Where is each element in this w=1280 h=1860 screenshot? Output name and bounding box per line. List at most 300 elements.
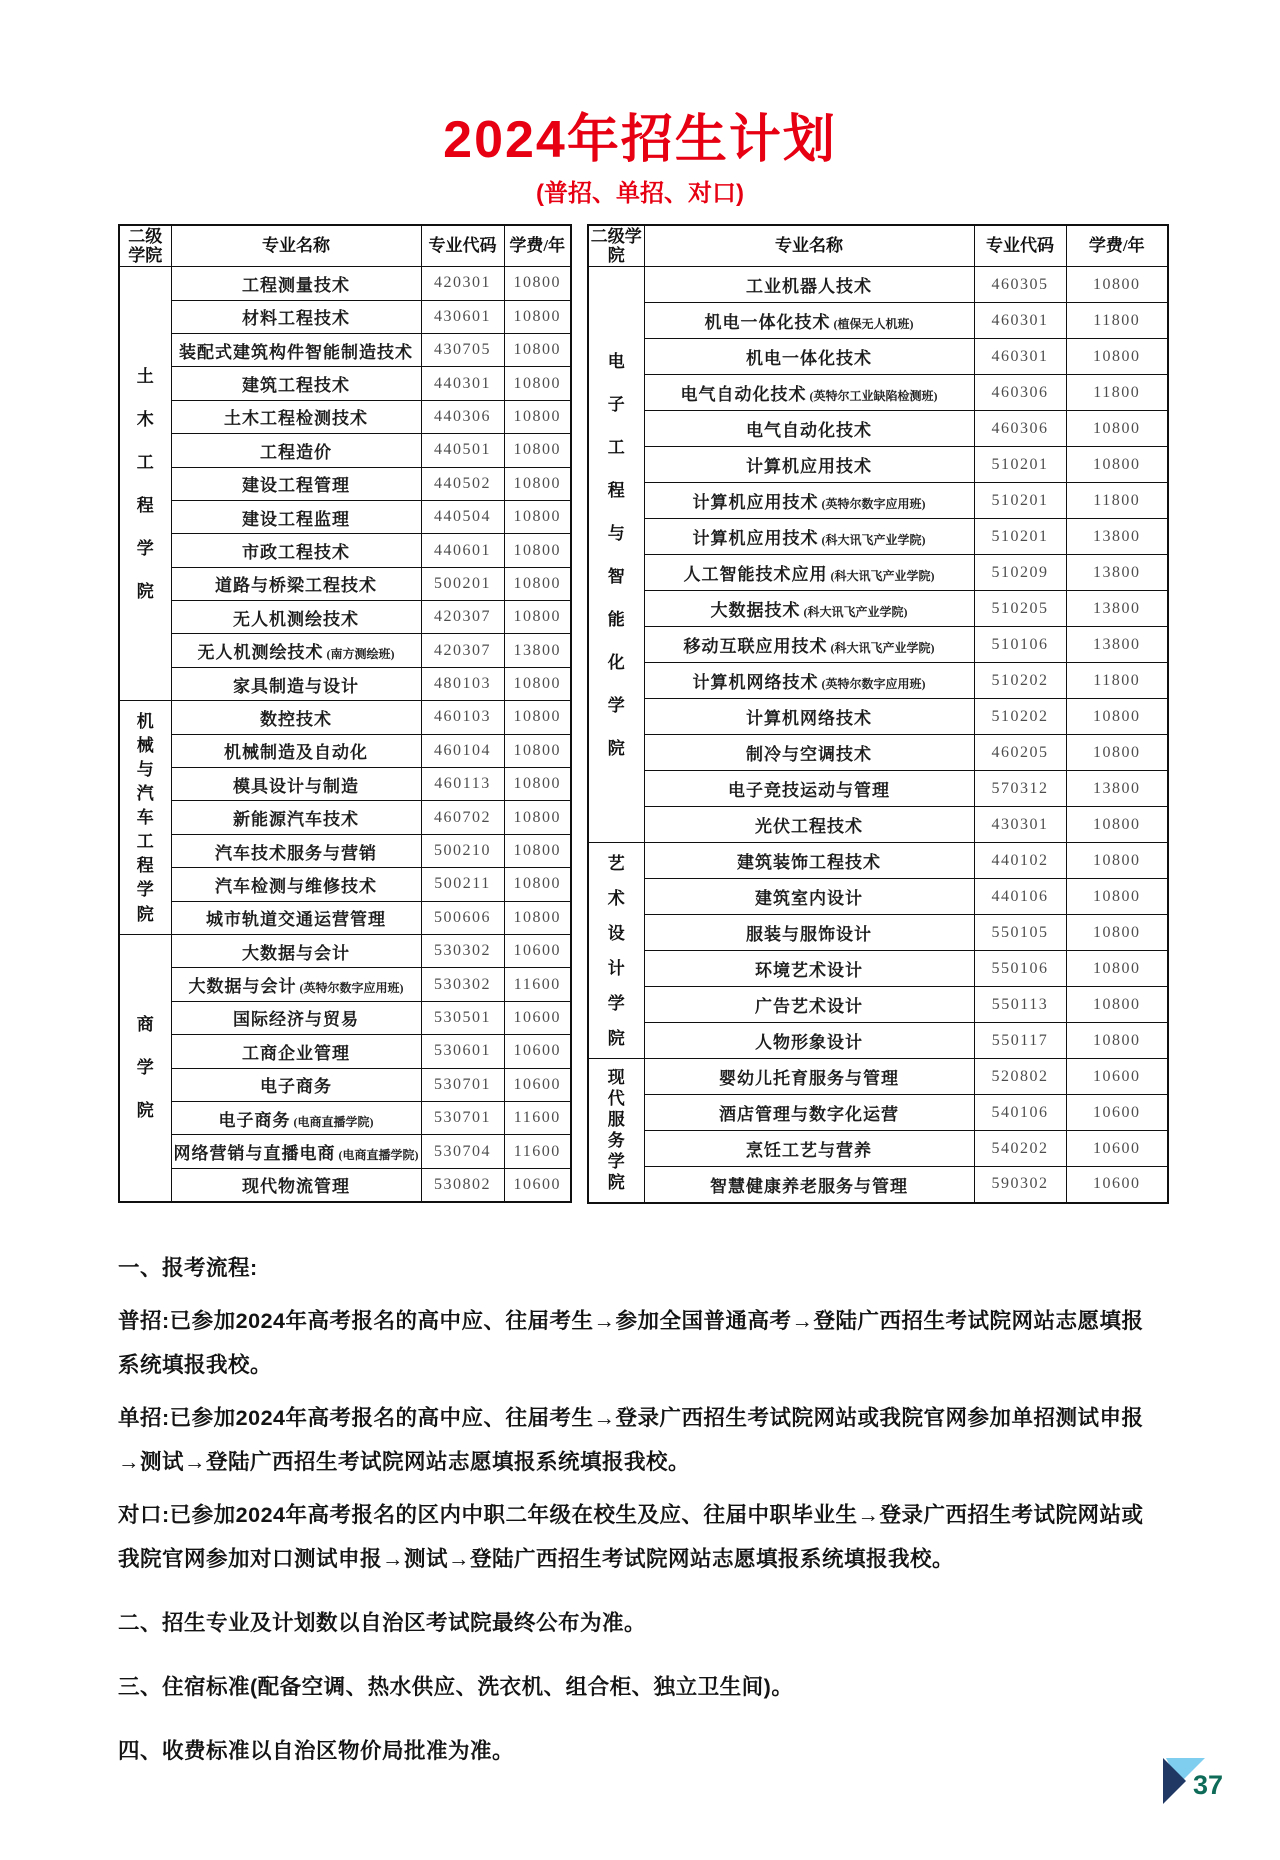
major-row	[588, 1023, 1168, 1059]
major-name-cell	[171, 434, 421, 467]
major-code: 590302	[974, 1167, 1066, 1203]
major-name-cell	[171, 467, 421, 500]
major-name: 计算机网络技术	[746, 709, 872, 729]
major-name: 市政工程技术	[242, 543, 350, 562]
tuition-fee: 13800	[1066, 591, 1168, 627]
major-name-cell	[644, 339, 974, 375]
tuition-fee: 10800	[504, 834, 571, 867]
major-row	[588, 375, 1168, 411]
tuition-fee: 11600	[504, 1135, 571, 1168]
major-name-cell	[644, 663, 974, 699]
major-row	[588, 699, 1168, 735]
major-row	[119, 768, 571, 801]
major-name: 工程测量技术	[242, 275, 350, 295]
major-row	[119, 1168, 571, 1201]
major-name: 土木工程检测技术	[224, 409, 368, 429]
tuition-fee: 10800	[504, 467, 571, 500]
major-name: 大数据与会计	[188, 977, 297, 997]
major-name: 计算机应用技术	[746, 457, 872, 477]
major-code: 550106	[974, 951, 1066, 987]
major-name: 制冷与空调技术	[746, 745, 872, 765]
tuition-fee: 10600	[504, 1001, 571, 1034]
major-note: (科大讯飞产业学院)	[821, 533, 926, 548]
major-code: 500201	[421, 567, 504, 600]
tuition-fee: 10600	[504, 935, 571, 968]
tuition-fee: 13800	[504, 634, 571, 667]
major-name-cell	[171, 935, 421, 968]
major-name-cell	[171, 601, 421, 634]
major-row	[119, 333, 571, 366]
major-name-cell	[171, 1135, 421, 1168]
major-name: 新能源汽车技术	[233, 810, 359, 830]
tuition-fee: 10800	[1066, 807, 1168, 843]
college-name: 现 代 服 务 学 院	[588, 1059, 644, 1203]
major-row	[588, 267, 1168, 303]
major-name: 国际经济与贸易	[233, 1010, 359, 1030]
major-row	[588, 1167, 1168, 1203]
major-name: 现代物流管理	[242, 1177, 350, 1197]
note-line: 一、报考流程:	[118, 1255, 258, 1280]
major-code: 550105	[974, 915, 1066, 951]
tuition-fee: 11800	[1066, 663, 1168, 699]
major-note: (电商直播学院)	[338, 1148, 419, 1163]
major-name-cell	[171, 968, 421, 1001]
major-name-cell	[644, 699, 974, 735]
tuition-fee: 13800	[1066, 555, 1168, 591]
major-name: 汽车技术服务与营销	[215, 843, 377, 863]
major-code: 510106	[974, 627, 1066, 663]
major-code: 420307	[421, 601, 504, 634]
enrollment-tables	[118, 224, 1280, 1204]
major-row	[588, 1095, 1168, 1131]
header-major-name: 专业名称	[644, 225, 974, 267]
major-code: 510205	[974, 591, 1066, 627]
header-tuition: 学费/年	[504, 225, 571, 267]
major-row	[588, 483, 1168, 519]
major-row	[588, 843, 1168, 879]
page-footer	[1163, 1758, 1223, 1808]
major-row	[588, 519, 1168, 555]
major-code: 510201	[974, 483, 1066, 519]
tuition-fee: 10800	[504, 567, 571, 600]
major-row	[588, 555, 1168, 591]
tuition-fee: 10600	[1066, 1059, 1168, 1095]
major-row	[119, 1001, 571, 1034]
major-name: 汽车检测与维修技术	[215, 876, 377, 896]
major-code: 460306	[974, 411, 1066, 447]
major-name-cell	[644, 1059, 974, 1095]
major-name-cell	[171, 1035, 421, 1068]
major-name-cell	[644, 1023, 974, 1059]
major-name-cell	[171, 634, 421, 667]
major-name: 大数据与会计	[242, 943, 350, 963]
college-name: 艺 术 设 计 学 院	[588, 843, 644, 1059]
major-code: 440601	[421, 534, 504, 567]
major-name: 建设工程管理	[242, 476, 350, 496]
note-line: 对口:已参加2024年高考报名的区内中职二年级在校生及应、往届中职毕业生→登录广西招生考试院网站或我院官网参加对口测试申报→测试→登陆广西招生考试院网站志愿填报系统填报我校。	[118, 1503, 1144, 1572]
major-name: 材料工程技术	[242, 309, 350, 329]
major-code: 540202	[974, 1131, 1066, 1167]
major-name-cell	[171, 567, 421, 600]
major-name-cell	[171, 734, 421, 767]
tuition-fee: 10800	[504, 267, 571, 300]
notes-section	[118, 1246, 1162, 1774]
major-code: 460301	[974, 339, 1066, 375]
major-name-cell	[171, 400, 421, 433]
major-code: 500606	[421, 901, 504, 934]
major-name: 城市轨道交通运营管理	[206, 910, 386, 930]
major-name: 网络营销与直播电商	[173, 1144, 336, 1164]
major-name: 建设工程监理	[242, 509, 350, 529]
major-name: 数控技术	[260, 709, 332, 729]
major-name-cell	[644, 411, 974, 447]
college-name: 机 械 与 汽 车 工 程 学 院	[119, 701, 171, 935]
page-subtitle: (普招、单招、对口)	[536, 180, 744, 208]
major-row	[588, 411, 1168, 447]
header-tuition: 学费/年	[1066, 225, 1168, 267]
tuition-fee: 10800	[1066, 951, 1168, 987]
tuition-fee: 10800	[504, 500, 571, 533]
major-name-cell	[171, 1101, 421, 1134]
tuition-fee: 10800	[1066, 879, 1168, 915]
major-name-cell	[644, 987, 974, 1023]
major-name: 计算机应用技术	[692, 529, 819, 549]
major-name: 装配式建筑构件智能制造技术	[179, 342, 413, 362]
major-name-cell	[644, 807, 974, 843]
major-row	[119, 868, 571, 901]
major-name-cell	[644, 483, 974, 519]
tuition-fee: 10600	[504, 1168, 571, 1201]
tuition-fee: 10800	[504, 868, 571, 901]
major-code: 440502	[421, 467, 504, 500]
header-college: 二级学院	[588, 225, 644, 267]
tuition-fee: 13800	[1066, 627, 1168, 663]
major-note: (南方测绘班)	[326, 647, 395, 662]
major-code: 420301	[421, 267, 504, 300]
tuition-fee: 13800	[1066, 519, 1168, 555]
major-code: 430705	[421, 333, 504, 366]
major-name: 建筑室内设计	[755, 889, 863, 909]
major-code: 460306	[974, 375, 1066, 411]
tuition-fee: 13800	[1066, 771, 1168, 807]
major-name-cell	[644, 519, 974, 555]
major-row	[588, 951, 1168, 987]
major-name: 电子商务	[218, 1110, 291, 1130]
major-code: 510201	[974, 519, 1066, 555]
tuition-fee: 10600	[1066, 1095, 1168, 1131]
major-code: 530302	[421, 968, 504, 1001]
major-code: 480103	[421, 667, 504, 700]
major-code: 460103	[421, 701, 504, 734]
major-name: 计算机网络技术	[692, 673, 819, 693]
major-name: 环境艺术设计	[755, 961, 863, 981]
major-name: 机电一体化技术	[704, 313, 831, 333]
major-name: 烹饪工艺与营养	[746, 1141, 872, 1161]
major-row	[588, 591, 1168, 627]
major-row	[119, 500, 571, 533]
major-name-cell	[171, 868, 421, 901]
major-code: 550113	[974, 987, 1066, 1023]
tuition-fee: 10600	[504, 1035, 571, 1068]
major-name-cell	[171, 1168, 421, 1201]
major-name: 光伏工程技术	[755, 817, 863, 837]
major-row	[588, 735, 1168, 771]
major-name: 无人机测绘技术	[233, 609, 359, 629]
major-row	[588, 915, 1168, 951]
major-row	[119, 1135, 571, 1168]
major-row	[119, 567, 571, 600]
major-code: 500211	[421, 868, 504, 901]
tuition-fee: 10800	[504, 667, 571, 700]
major-code: 460305	[974, 267, 1066, 303]
major-name-cell	[644, 627, 974, 663]
major-code: 530601	[421, 1035, 504, 1068]
major-name: 建筑装饰工程技术	[737, 853, 881, 873]
tuition-fee: 11800	[1066, 303, 1168, 339]
major-row	[119, 1068, 571, 1101]
major-name-cell	[644, 1131, 974, 1167]
tuition-fee: 10800	[504, 367, 571, 400]
major-row	[119, 300, 571, 333]
major-name: 婴幼儿托育服务与管理	[719, 1069, 899, 1089]
major-code: 460205	[974, 735, 1066, 771]
major-code: 460104	[421, 734, 504, 767]
major-code: 460113	[421, 768, 504, 801]
major-name-cell	[171, 901, 421, 934]
major-note: (英特尔数字应用班)	[821, 497, 926, 512]
major-note: (科大讯飞产业学院)	[830, 569, 935, 584]
tuition-fee: 10800	[504, 734, 571, 767]
header-major-name: 专业名称	[171, 225, 421, 267]
major-name: 移动互联应用技术	[683, 637, 828, 657]
major-row	[119, 834, 571, 867]
major-row	[588, 303, 1168, 339]
tuition-fee: 10800	[1066, 987, 1168, 1023]
major-row	[119, 534, 571, 567]
major-code: 550117	[974, 1023, 1066, 1059]
major-code: 530704	[421, 1135, 504, 1168]
note-line: 三、住宿标准(配备空调、热水供应、洗衣机、组合柜、独立卫生间)。	[118, 1675, 794, 1700]
major-code: 530802	[421, 1168, 504, 1201]
enrollment-table-left	[118, 224, 572, 1202]
major-name-cell	[644, 267, 974, 303]
tuition-fee: 10800	[1066, 735, 1168, 771]
tuition-fee: 10800	[504, 300, 571, 333]
header-major-code: 专业代码	[974, 225, 1066, 267]
major-name: 智慧健康养老服务与管理	[710, 1176, 908, 1196]
major-name-cell	[644, 555, 974, 591]
tuition-fee: 10800	[504, 434, 571, 467]
major-code: 530302	[421, 935, 504, 968]
header-major-code: 专业代码	[421, 225, 504, 267]
major-code: 530701	[421, 1068, 504, 1101]
major-code: 430601	[421, 300, 504, 333]
major-name-cell	[644, 951, 974, 987]
major-name-cell	[171, 267, 421, 300]
tuition-fee: 11800	[1066, 375, 1168, 411]
major-name-cell	[171, 701, 421, 734]
major-code: 510209	[974, 555, 1066, 591]
major-name-cell	[171, 534, 421, 567]
tuition-fee: 10800	[1066, 267, 1168, 303]
header-college: 二级学院	[119, 225, 171, 267]
tuition-fee: 10600	[1066, 1167, 1168, 1203]
major-name: 电气自动化技术	[746, 421, 872, 441]
major-row	[119, 467, 571, 500]
major-name: 机电一体化技术	[746, 349, 872, 369]
tuition-fee: 10800	[1066, 411, 1168, 447]
major-name: 机械制造及自动化	[224, 743, 368, 763]
major-note: (英特尔工业缺陷检测班)	[809, 389, 938, 404]
major-code: 540106	[974, 1095, 1066, 1131]
major-row	[588, 663, 1168, 699]
major-row	[119, 968, 571, 1001]
major-name-cell	[171, 1068, 421, 1101]
tuition-fee: 10800	[504, 701, 571, 734]
major-code: 520802	[974, 1059, 1066, 1095]
major-code: 500210	[421, 834, 504, 867]
major-name-cell	[644, 915, 974, 951]
college-name: 电 子 工 程 与 智 能 化 学 院	[588, 267, 644, 843]
major-code: 460301	[974, 303, 1066, 339]
major-name: 人物形象设计	[755, 1033, 863, 1053]
major-note: (植保无人机班)	[833, 317, 914, 332]
major-code: 570312	[974, 771, 1066, 807]
major-row	[119, 1101, 571, 1134]
major-note: (电商直播学院)	[293, 1114, 374, 1129]
note-line: 普招:已参加2024年高考报名的高中应、往届考生→参加全国普通高考→登陆广西招生考试院网站志愿填报系统填报我校。	[118, 1308, 1144, 1377]
tuition-fee: 10800	[1066, 915, 1168, 951]
major-row	[119, 701, 571, 734]
major-row	[588, 339, 1168, 375]
major-name: 广告艺术设计	[755, 997, 863, 1017]
table-header-row	[588, 225, 1168, 267]
enrollment-table-right	[587, 224, 1169, 1204]
major-row	[119, 267, 571, 300]
note-line: 二、招生专业及计划数以自治区考试院最终公布为准。	[118, 1611, 647, 1636]
major-code: 510202	[974, 663, 1066, 699]
note-line: 四、收费标准以自治区物价局批准为准。	[118, 1739, 515, 1764]
major-row	[119, 601, 571, 634]
major-row	[119, 801, 571, 834]
major-name: 大数据技术	[710, 601, 801, 621]
major-row	[588, 447, 1168, 483]
college-name: 土 木 工 程 学 院	[119, 267, 171, 701]
major-name-cell	[171, 834, 421, 867]
major-row	[119, 667, 571, 700]
major-row	[588, 1131, 1168, 1167]
major-name-cell	[171, 300, 421, 333]
major-code: 460702	[421, 801, 504, 834]
major-row	[119, 434, 571, 467]
major-code: 430301	[974, 807, 1066, 843]
major-name: 无人机测绘技术	[197, 643, 324, 663]
major-name-cell	[171, 801, 421, 834]
major-code: 510202	[974, 699, 1066, 735]
major-name-cell	[644, 843, 974, 879]
major-name-cell	[644, 303, 974, 339]
major-name: 工商企业管理	[242, 1043, 350, 1063]
major-row	[588, 879, 1168, 915]
major-note: (科大讯飞产业学院)	[830, 641, 935, 656]
major-name-cell	[171, 1001, 421, 1034]
tuition-fee: 10600	[1066, 1131, 1168, 1167]
major-row	[119, 634, 571, 667]
page-title: 2024年招生计划	[443, 111, 837, 169]
major-code: 440504	[421, 500, 504, 533]
tuition-fee: 10800	[504, 534, 571, 567]
major-code: 510201	[974, 447, 1066, 483]
major-code: 530501	[421, 1001, 504, 1034]
major-row	[119, 901, 571, 934]
major-row	[119, 400, 571, 433]
major-name: 工业机器人技术	[746, 277, 872, 297]
tuition-fee: 10800	[504, 801, 571, 834]
tuition-fee: 10600	[504, 1068, 571, 1101]
major-code: 440501	[421, 434, 504, 467]
major-code: 530701	[421, 1101, 504, 1134]
tuition-fee: 10800	[504, 400, 571, 433]
major-name: 家具制造与设计	[233, 676, 359, 696]
major-row	[588, 987, 1168, 1023]
major-row	[588, 807, 1168, 843]
major-name: 酒店管理与数字化运营	[719, 1105, 899, 1125]
major-code: 440106	[974, 879, 1066, 915]
major-row	[588, 771, 1168, 807]
major-code: 440306	[421, 400, 504, 433]
tuition-fee: 10800	[504, 601, 571, 634]
major-name-cell	[644, 1167, 974, 1203]
major-name: 电子竞技运动与管理	[728, 781, 890, 801]
major-name-cell	[171, 367, 421, 400]
major-name-cell	[644, 1095, 974, 1131]
tuition-fee: 11600	[504, 1101, 571, 1134]
table-header-row	[119, 225, 571, 267]
major-name: 电气自动化技术	[680, 385, 807, 405]
tuition-fee: 10800	[504, 768, 571, 801]
college-name: 商 学 院	[119, 935, 171, 1202]
tuition-fee: 10800	[1066, 1023, 1168, 1059]
tuition-fee: 10800	[1066, 699, 1168, 735]
tuition-fee: 11800	[1066, 483, 1168, 519]
major-name-cell	[171, 667, 421, 700]
tuition-fee: 10800	[504, 333, 571, 366]
major-name: 道路与桥梁工程技术	[215, 576, 377, 596]
major-name-cell	[644, 591, 974, 627]
major-code: 440301	[421, 367, 504, 400]
major-code: 420307	[421, 634, 504, 667]
major-row	[119, 367, 571, 400]
major-name-cell	[644, 879, 974, 915]
tuition-fee: 10800	[1066, 339, 1168, 375]
major-note: (英特尔数字应用班)	[299, 981, 404, 996]
major-name-cell	[644, 771, 974, 807]
major-name: 人工智能技术应用	[683, 565, 828, 585]
major-name: 服装与服饰设计	[746, 925, 872, 945]
major-name: 建筑工程技术	[242, 376, 350, 396]
page-number: 37	[1193, 1770, 1224, 1800]
tuition-fee: 10800	[1066, 843, 1168, 879]
major-name-cell	[171, 768, 421, 801]
major-row	[588, 1059, 1168, 1095]
major-note: (英特尔数字应用班)	[821, 677, 926, 692]
major-code: 440102	[974, 843, 1066, 879]
major-name: 模具设计与制造	[233, 776, 359, 796]
major-row	[119, 734, 571, 767]
major-row	[588, 627, 1168, 663]
major-name-cell	[171, 500, 421, 533]
major-name-cell	[644, 735, 974, 771]
